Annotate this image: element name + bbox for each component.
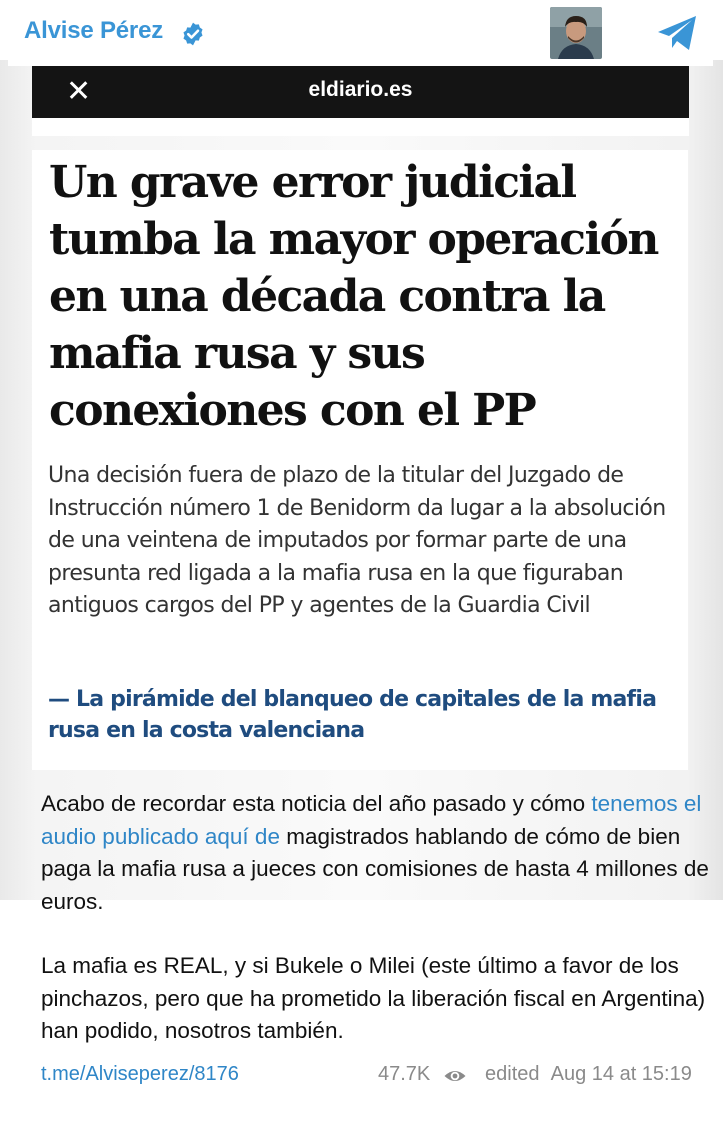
channel-header: [8, 0, 713, 66]
edited-timestamp: [485, 1063, 692, 1086]
edited-label: edited: [485, 1063, 540, 1085]
channel-avatar[interactable]: [550, 7, 602, 59]
message-footer: [41, 1063, 716, 1093]
article-screenshot: [32, 150, 688, 770]
message-paragraph-1: [41, 788, 721, 918]
eye-icon: [443, 1064, 467, 1088]
view-count: 47.7K: [378, 1063, 431, 1085]
message-text: [41, 788, 721, 1048]
message-paragraph-2: La mafia es REAL, y si Bukele o Milei (este último a favor de los pinchazos, pero que ha prometido la liberación fiscal en Argentina) han podido, nosotros también.: [41, 953, 706, 1043]
article-subtitle: Una decisión fuera de plazo de la titular del Juzgado de Instrucción número 1 de Benidorm da lugar a la absolución de una veintena de imputados por formar parte de una presunta red ligada a la mafia rusa en la que figuraban antiguos cargos del PP y agentes de la Guardia Civil: [48, 463, 666, 618]
related-article-link[interactable]: — La pirámide del blanqueo de capitales de la mafia rusa en la costa valenciana: [48, 687, 657, 743]
channel-name[interactable]: Alvise Pérez: [24, 17, 164, 44]
site-name: eldiario.es: [308, 78, 413, 101]
audio-link[interactable]: tenemos el audio publicado aquí de: [41, 791, 702, 849]
close-icon[interactable]: ✕: [66, 74, 92, 109]
telegram-send-icon[interactable]: [656, 13, 700, 53]
post-link[interactable]: t.me/Alviseperez/8176: [41, 1063, 239, 1085]
paragraph-gap: [41, 918, 721, 950]
article-headline: Un grave error judicial tumba la mayor operación en una década contra la mafia rusa y sus conexiones con el PP: [49, 157, 658, 436]
top-bar-strip: [32, 118, 689, 136]
timestamp: Aug 14 at 15:19: [550, 1063, 692, 1085]
message-text-span: Acabo de recordar esta noticia del año pasado y cómo: [41, 791, 592, 816]
article-top-bar: [32, 66, 689, 118]
message-text-span: magistrados hablando de cómo de bien paga la mafia rusa a jueces con comisiones de hasta 4 millones de euros.: [41, 823, 709, 914]
verified-badge-icon: [180, 21, 206, 47]
